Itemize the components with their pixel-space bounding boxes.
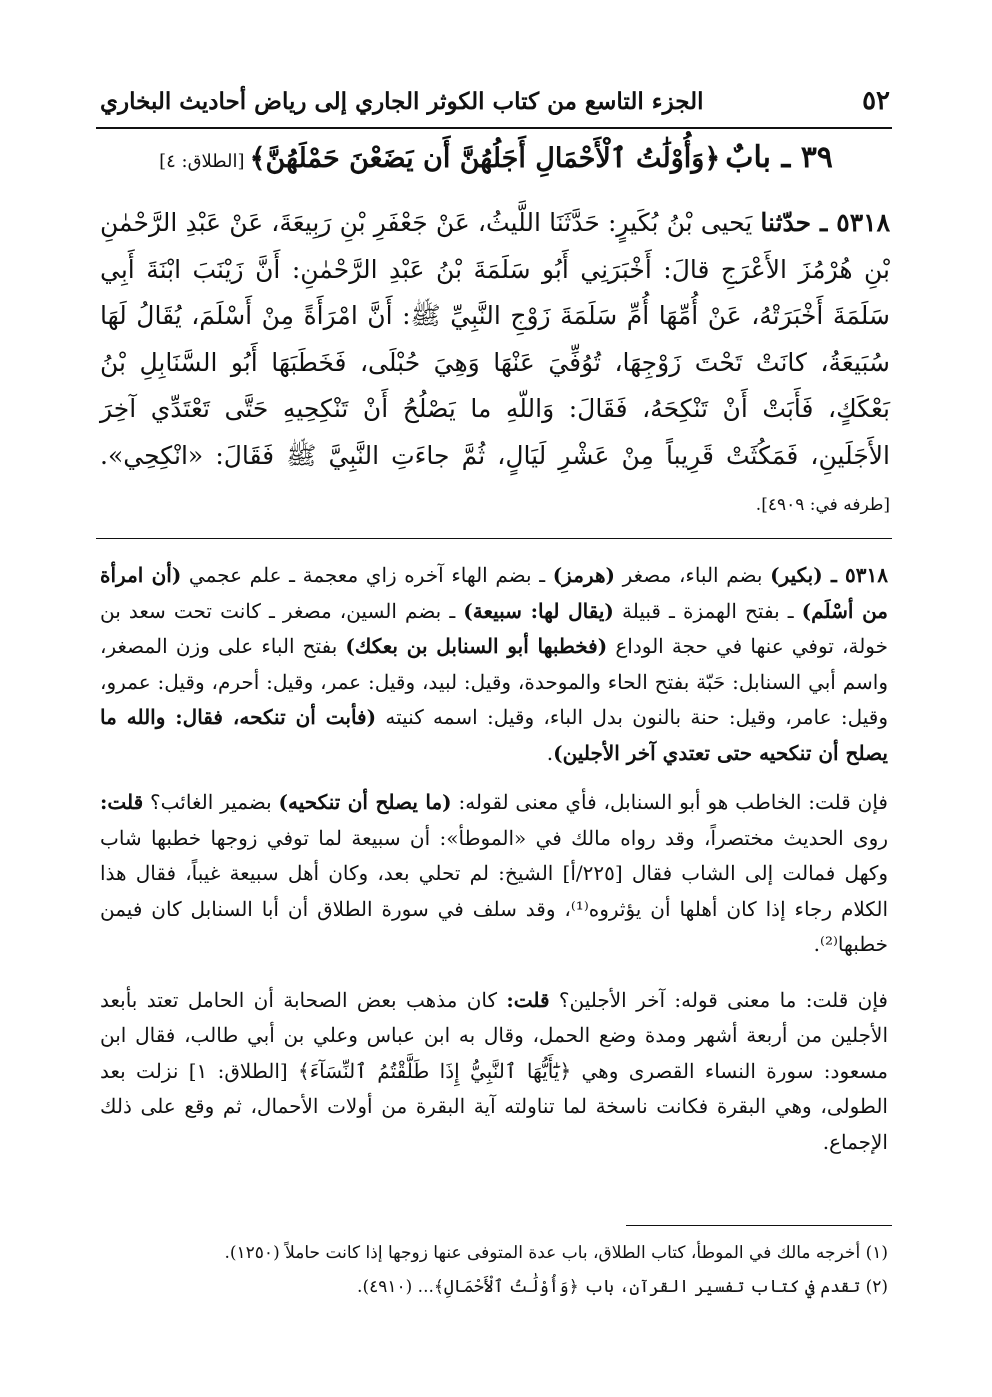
emphasized-phrase: (ما يصلح أن تنكحيه) (278, 790, 452, 814)
chapter-ayah: ﴿وَأُوْلَٰتُ ٱلْأَحْمَالِ أَجَلُهُنَّ أَن يَضَعْنَ حَمْلَهُنَّ﴾ (249, 143, 721, 174)
hadith-cross-reference: [طرفه في: ٤٩٠٩]. (755, 495, 890, 515)
emphasized-phrase: (فأبت أن تنكحه، فقال: والله ما يصلح أن تنكحيه حتى تعتدي آخر الأجلين) (100, 705, 888, 765)
footnote: (١) أخرجه مالك في الموطأ، كتاب الطلاق، باب عدة المتوفى عنها زوجها إذا كانت حاملاً (١٢٥٠). (224, 1243, 888, 1263)
text-commentary-divider (96, 538, 892, 539)
commentary-paragraph: فإن قلت: ما معنى قوله: آخر الأجلين؟ قلت: كان مذهب بعض الصحابة أن الحامل تعتد بأبعد الأجلين من أربعة أشهر ومدة وضع الحمل، وقال به ابن عباس وعلي بن أبي طالب، فقال ابن مسعود: سورة النساء القصرى وهي ﴿يَٰٓأَيُّهَا ٱلنَّبِيُّ إِذَا طَلَّقْتُمُ ٱلنِّسَآءَ﴾ [الطلاق: ١] نزلت بعد الطولى، وهي البقرة فكانت ناسخة لما تناولته آية البقرة من أولات الأحمال، ثم وقع على ذلك الإجماع. (100, 987, 888, 1154)
footnotes-block (100, 1236, 888, 1304)
commentary-paragraph: فإن قلت: الخاطب هو أبو السنابل، فأي معنى لقوله: (ما يصلح أن تنكحيه) بضمير الغائب؟ قلت: روى الحديث مختصراً، وقد رواه مالك في «الموطأ»: أن سبيعة لما توفي زوجها خطبها شاب وكهل فمالت إلى الشاب فقال [٢٢٥/أ] الشيخ: لم تحلي بعد، وكان أهل سبيعة غيباً، فقال هذا الكلام رجاء إذا كان أهلها أن يؤثروه⁽¹⁾، وقد سلف في سورة الطلاق أن أبا السنابل كان فيمن خطبها⁽²⁾. (100, 790, 888, 956)
hadith-text-block (100, 200, 890, 529)
running-title: الجزء التاسع من كتاب الكوثر الجاري إلى رياض أحاديث البخاري (100, 87, 704, 115)
emphasized-phrase: (أن امرأة من أسْلَم) (100, 563, 889, 623)
emphasized-phrase: (هرمز) (552, 563, 615, 587)
page-header (100, 83, 890, 119)
emphasized-phrase: (يقال لها: سبيعة) (463, 598, 614, 623)
emphasized-phrase: قلت: (100, 790, 144, 814)
emphasized-phrase: (بكير) (770, 563, 823, 587)
emphasized-phrase: ٥٣١٨ ـ (822, 563, 889, 587)
header-divider (96, 127, 892, 129)
chapter-number: ٣٩ ـ بابٌ (725, 140, 833, 175)
chapter-ayah-reference: [الطلاق: ٤] (159, 151, 245, 172)
emphasized-phrase: قلت: (506, 987, 550, 1012)
commentary-block (100, 558, 888, 1160)
chapter-heading (100, 140, 892, 190)
page-number: ٥٢ (862, 86, 890, 116)
hadith-number: ٥٣١٨ ـ حدّثنا (760, 208, 890, 237)
hadith-body: يَحيى بْنُ بُكَيرٍ: حَدَّثَنَا اللَّيثُ، عَنْ جَعْفَرِ بْنِ رَبِيعَةَ، عَنْ عَبْدِ الرَّحْمٰنِ بْنِ هُرْمُزَ الأَعْرَجِ قالَ: أَخْبَرَنِي أَبُو سَلَمَةَ بْنُ عَبْدِ الرَّحْمٰنِ: أَنَّ زَيْنَبَ ابْنَةَ أَبِي سَلَمَةَ أَخْبَرَتْهُ، عَنْ أُمِّهَا أُمِّ سَلَمَةَ زَوْجِ النَّبِيِّ ﷺ: أَنَّ امْرَأَةً مِنْ أَسْلَمَ، يُقَالُ لَهَا سُبَيعَةُ، كانَتْ تَحْتَ زَوْجِهَا، تُوُفِّيَ عَنْهَا وَهِيَ حُبْلَى، فَخَطَبَهَا أَبُو السَّنَابِلِ بْنُ بَعْكَكٍ، فَأَبَتْ أَنْ تَنْكِحَهُ، فَقَالَ: وَاللّهِ ما يَصْلُحُ أَنْ تَنْكِحِيهِ حَتَّى تَعْتَدِّي آخِرَ الأَجَلَينِ، فَمَكُثَتْ قَرِيباً مِنْ عَشْرِ لَيَالٍ، ثُمَّ جاءَتِ النَّبِيَّ ﷺ فَقَالَ: «انْكِحِي». (100, 208, 890, 470)
footnote: (٢) تقدم في كتاب تفسير القرآن، باب ﴿وَأُوْلَٰتُ ٱلْأَحْمَالِ﴾... (٤٩١٠). (357, 1277, 888, 1297)
emphasized-phrase: (فخطبها أبو السنابل بن بعكك) (345, 634, 608, 658)
footnote-divider (626, 1225, 892, 1226)
commentary-paragraph: ٥٣١٨ ـ (بكير) بضم الباء، مصغر (هرمز) ـ بضم الهاء آخره زاي معجمة ـ علم عجمي (أن امرأة من أسْلَم) ـ بفتح الهمزة ـ قبيلة (يقال لها: سبيعة) ـ بضم السين، مصغر ـ كانت تحت سعد بن خولة، توفي عنها في حجة الوداع (فخطبها أبو السنابل بن بعكك) بفتح الباء على وزن المصغر، واسم أبي السنابل: حَبّة بفتح الحاء والموحدة، وقيل: لبيد، وقيل: عمر، وقيل: أحرم، وقيل: عمرو، وقيل: عامر، وقيل: حنة بالنون بدل الباء، وقيل: اسمه كنيته (فأبت أن تنكحه، فقال: والله ما يصلح أن تنكحيه حتى تعتدي آخر الأجلين). (100, 563, 889, 765)
